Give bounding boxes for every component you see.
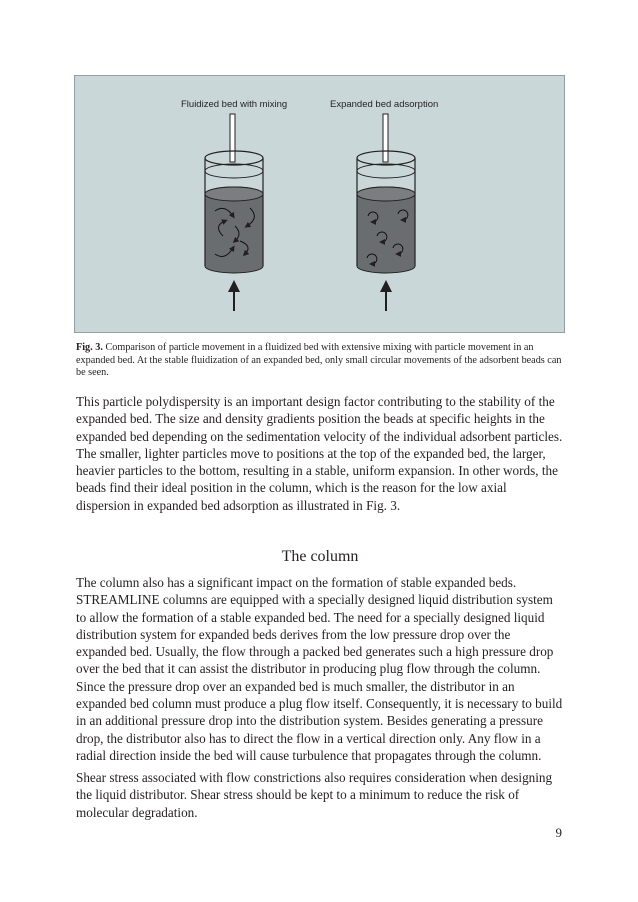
- figure-caption: [76, 342, 566, 380]
- figure-label-expanded: Expanded bed adsorption: [330, 99, 439, 110]
- section-heading: The column: [281, 548, 359, 565]
- paragraph-column: The column also has a significant impact on the formation of stable expanded beds. STREAMLINE columns are equipped with a specially designed liquid distribution system to allow the formation of a stable expanded bed. The need for a specially designed liquid distribution system for expanded beds derives from the low pressure drop over the expanded bed. Usually, the flow through a packed bed generates such a high pressure drop over the bed that it can assist the distributor in producing plug flow through the column. Since the pressure drop over an expanded bed is much smaller, the distributor in an expanded bed column must produce a plug flow itself. Consequently, it is necessary to build in an additional pressure drop into the distribution system. Besides generating a pressure drop, the distributor also has to direct the flow in a vertical direction only. Any flow in a radial direction inside the bed will cause turbulence that propagates through the column.: [76, 575, 563, 763]
- expanded-bed-column: [357, 114, 415, 311]
- caption-lead: Fig. 3.: [76, 342, 103, 353]
- figure-label-fluidized: Fluidized bed with mixing: [181, 99, 288, 110]
- figure-illustration: [75, 76, 566, 334]
- figure-panel: [74, 75, 565, 333]
- page-number: 9: [555, 825, 562, 840]
- caption-text: Comparison of particle movement in a fluidized bed with extensive mixing with particle movement in an expanded bed. At the stable fluidization of an expanded bed, only small circular movements of the adsorbent beads can be seen.: [76, 342, 562, 378]
- fluidized-bed-column: [205, 114, 263, 311]
- paragraph-polydispersity: This particle polydispersity is an important design factor contributing to the stability of the expanded bed. The size and density gradients position the beads at specific heights in the expanded bed depending on the sedimentation velocity of the individual adsorbent particles. The smaller, lighter particles move to positions at the top of the expanded bed, the larger, heavier particles to the bottom, resulting in a stable, uniform expansion. In other words, the beads find their ideal position in the column, which is the reason for the low axial dispersion in expanded bed adsorption as illustrated in Fig. 3.: [76, 394, 563, 513]
- paragraph-shear-stress: Shear stress associated with flow constrictions also requires consideration when designing the liquid distributor. Shear stress should be kept to a minimum to reduce the risk of molecular degradation.: [76, 770, 553, 820]
